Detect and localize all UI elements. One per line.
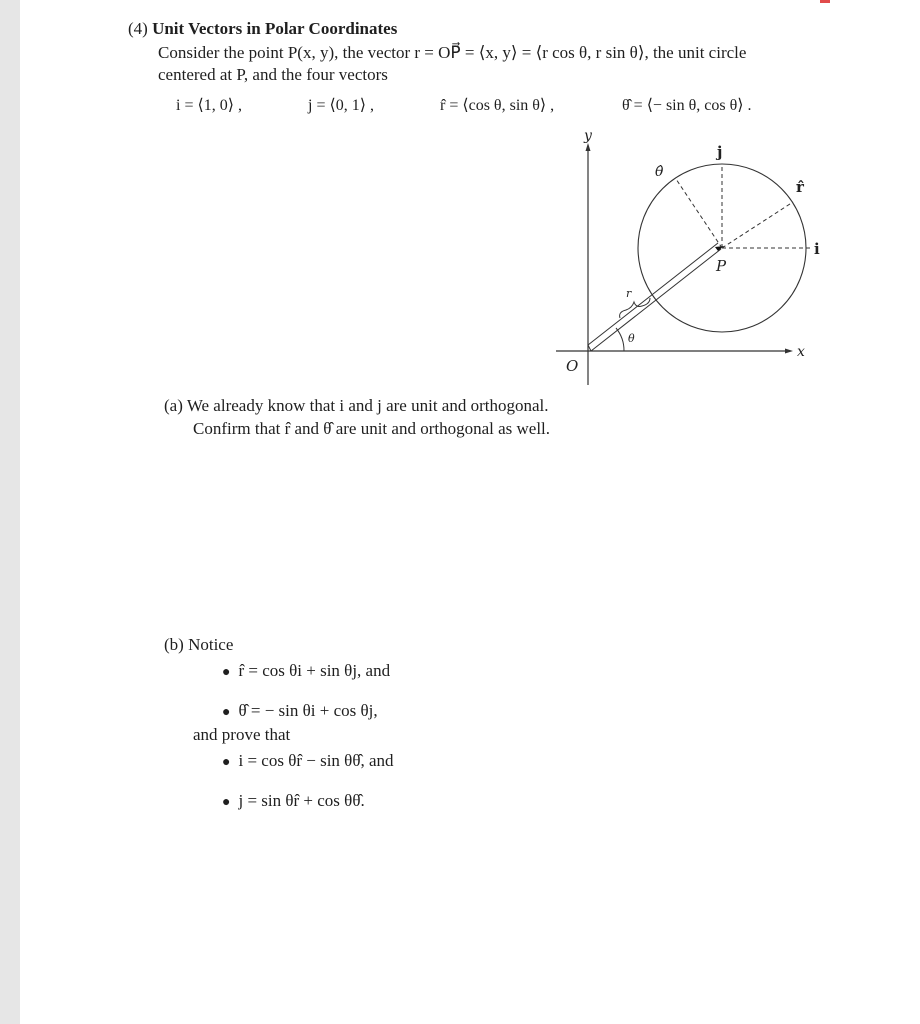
j-label: j (717, 143, 723, 161)
vector-rhat-definition: r̂ = ⟨cos θ, sin θ⟩ , (440, 97, 555, 114)
vector-r-line-lower (591, 249, 721, 351)
part-b-bullet-4 (222, 790, 365, 814)
bullet-dot: ● (222, 705, 231, 720)
vector-thetahat-dashed (676, 179, 722, 248)
vector-rhat-dashed (722, 202, 793, 248)
part-b-prove-text: and prove that (193, 725, 291, 744)
part-b-bullet-2-text: θ̂ = − sin θi + cos θj, (238, 701, 378, 720)
origin-label: O (566, 357, 579, 375)
bullet-dot: ● (222, 755, 231, 770)
angle-arc (616, 328, 624, 351)
angle-label: θ (628, 332, 635, 345)
part-b-bullet-2 (222, 700, 378, 724)
rhat-label: r̂ (796, 178, 804, 196)
part-a-line-1 (164, 395, 549, 417)
intro-line-1: Consider the point P(x, y), the vector r = OP⃗ = ⟨x, y⟩ = ⟨r cos θ, r sin θ⟩, the unit circle (158, 43, 747, 62)
y-axis-label: y (584, 128, 592, 144)
part-b-label: (b) (164, 635, 184, 654)
intro-line-2: centered at P, and the four vectors (158, 65, 388, 84)
x-axis-label: x (797, 344, 805, 360)
part-b-notice: Notice (188, 635, 234, 654)
part-b-bullet-4-text: j = sin θr̂ + cos θθ̂. (238, 791, 365, 810)
part-b-bullet-1-text: r̂ = cos θi + sin θj, and (238, 661, 391, 680)
bullet-dot: ● (222, 665, 231, 680)
vector-r-line-upper (588, 243, 718, 345)
x-axis-arrow (785, 349, 793, 354)
part-b-header (164, 634, 233, 656)
part-b-bullet-1 (222, 660, 390, 684)
bullet-dot: ● (222, 795, 231, 810)
polar-unit-vectors-figure (0, 0, 920, 400)
i-label: i (814, 240, 820, 258)
point-p-label: P (716, 257, 727, 275)
part-a-text-1: We already know that i and j are unit and orthogonal. (186, 396, 549, 415)
problem-number: (4) (128, 19, 148, 38)
problem-title: Unit Vectors in Polar Coordinates (152, 19, 398, 38)
part-b-bullet-3-text: i = cos θr̂ − sin θθ̂, and (238, 751, 394, 770)
part-b-bullet-3 (222, 750, 394, 774)
part-a-line-2: Confirm that r̂ and θ̂ are unit and orthogonal as well. (193, 419, 551, 438)
radius-label: r (626, 287, 632, 300)
y-axis-arrow (586, 143, 591, 151)
vector-j-definition: j = ⟨0, 1⟩ , (308, 97, 374, 114)
part-a-label: (a) (164, 396, 183, 415)
vector-i-definition: i = ⟨1, 0⟩ , (176, 97, 242, 114)
thetahat-label: θ̂ (655, 164, 664, 180)
vector-thetahat-definition: θ̂ = ⟨− sin θ, cos θ⟩ . (622, 97, 752, 114)
